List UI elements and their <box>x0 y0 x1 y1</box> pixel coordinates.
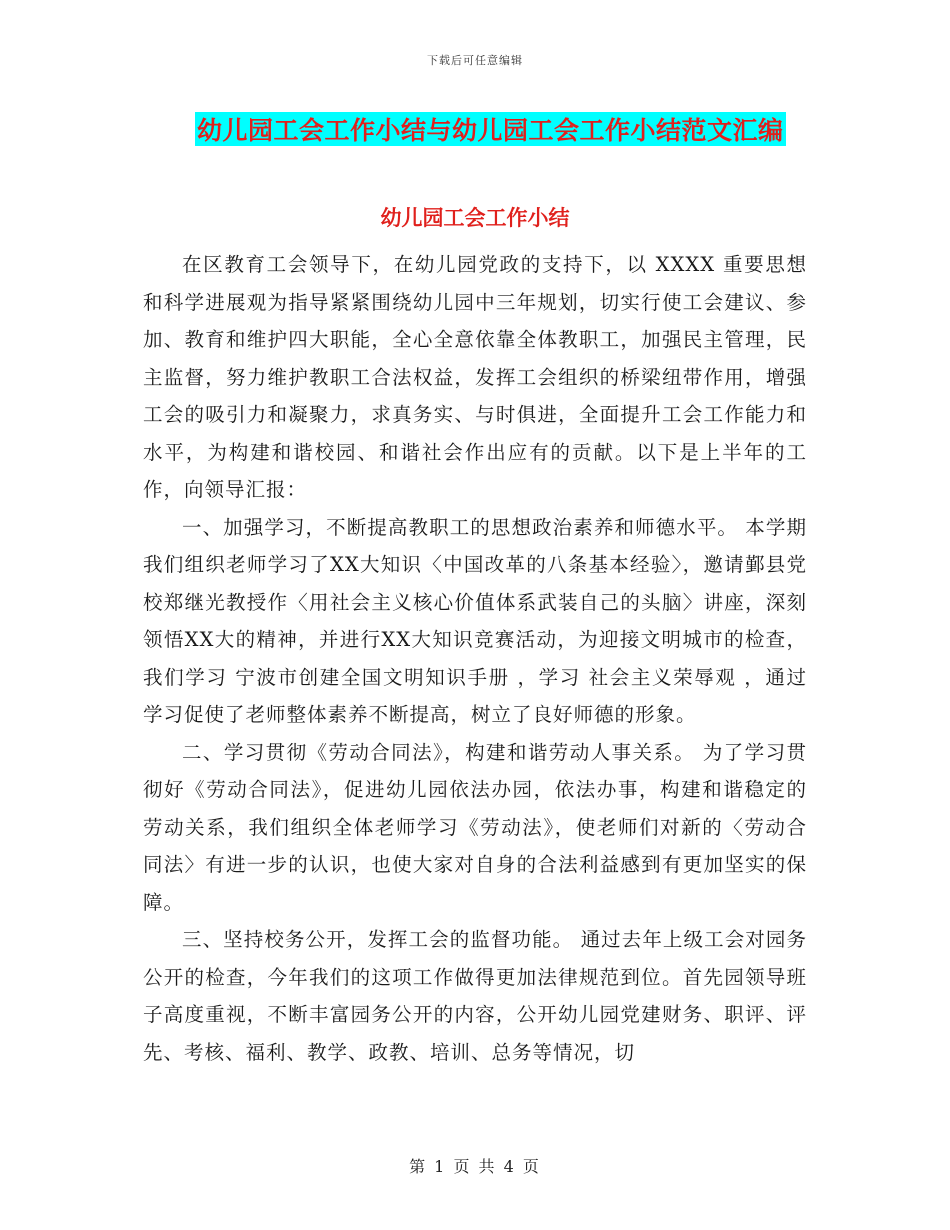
paragraph-intro: 在区教育工会领导下，在幼儿园党政的支持下，以 XXXX 重要思想和科学进展观为指导紧紧围绕幼儿园中三年规划，切实行使工会建议、参加、教育和维护四大职能，全心全意依靠全体教职工，加强民主管理，民主监督，努力维护教职工合法权益，发挥工会组织的桥梁纽带作用，增强工会的吸引力和凝聚力，求真务实、与时俱进，全面提升工会工作能力和水平，为构建和谐校园、和谐社会作出应有的贡献。以下是上半年的工作，向领导汇报： <box>143 253 807 501</box>
page-number: 第 1 页 共 4 页 <box>409 1157 541 1176</box>
main-title-highlight <box>195 112 786 146</box>
page-header-note: 下载后可任意编辑 <box>427 54 523 67</box>
paragraph-study: 一、加强学习，不断提高教职工的思想政治素养和师德水平。 本学期我们组织老师学习了XX大知识〈中国改革的八条基本经验〉，邀请鄞县党校郑继光教授作〈用社会主义核心价值体系武装自己的头脑〉讲座，深刻领悟XX大的精神，并进行XX大知识竞赛活动，为迎接文明城市的检查，我们学习 宁波市创建全国文明知识手册 ，学习 社会主义荣辱观 ，通过学习促使了老师整体素养不断提高，树立了良好师德的形象。 <box>143 515 807 726</box>
paragraph-labor-law: 二、学习贯彻《劳动合同法》，构建和谐劳动人事关系。 为了学习贯彻好《劳动合同法》，促进幼儿园依法办园，依法办事，构建和谐稳定的劳动关系，我们组织全体老师学习《劳动法》，使老师们对新的〈劳动合同法〉有进一步的认识，也使大家对自身的合法利益感到有更加坚实的保障。 <box>143 740 807 914</box>
main-title: 幼儿园工会工作小结与幼儿园工会工作小结范文汇编 <box>197 116 784 145</box>
section-title: 幼儿园工会工作小结 <box>380 206 570 230</box>
document-body <box>143 246 807 1071</box>
paragraph-transparency: 三、坚持校务公开，发挥工会的监督功能。 通过去年上级工会对园务公开的检查，今年我们的这项工作做得更加法律规范到位。首先园领导班子高度重视，不断丰富园务公开的内容，公开幼儿园党建财务、职评、评先、考核、福利、教学、政教、培训、总务等情况，切 <box>143 928 807 1064</box>
